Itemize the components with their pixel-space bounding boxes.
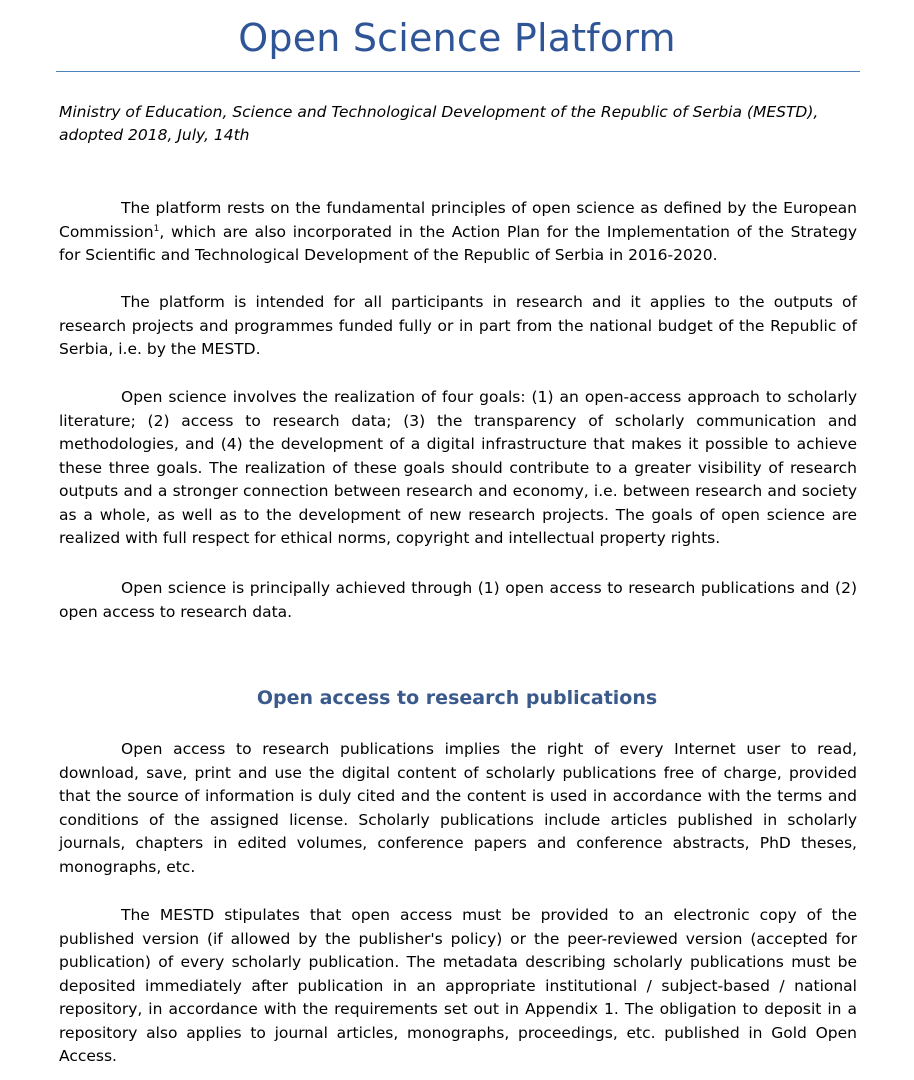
section-paragraph-1: Open access to research publications implies the right of every Internet user to read, download, save, print and use the digital content of scholarly publications free of charge, provided that the source of information is duly cited and the content is used in accordance with the terms and conditions of the assigned license. Scholarly publications include articles published in scholarly journals, chapters in edited volumes, conference papers and conference abstracts, PhD theses, monographs, etc. bbox=[59, 740, 857, 876]
intro-paragraph-1-text-end: , which are also incorporated in the Action Plan for the Implementation of the Strategy for Scientific and Technological Development of the Republic of Serbia in 2016-2020. bbox=[59, 222, 857, 264]
intro-paragraph-4: Open science is principally achieved through (1) open access to research publications and (2) open access to research data. bbox=[59, 579, 857, 621]
intro-paragraph-1 bbox=[59, 197, 857, 268]
intro-paragraph-2: The platform is intended for all participants in research and it applies to the outputs of research projects and programmes funded fully or in part from the national budget of the Republic of Serbia, i.e. by the MESTD. bbox=[59, 293, 857, 358]
document-subtitle: Ministry of Education, Science and Technological Development of the Republic of Serbia (MESTD), adopted 2018, July, 14th bbox=[59, 103, 819, 144]
title-underline-rule bbox=[56, 71, 860, 72]
intro-paragraph-3: Open science involves the realization of four goals: (1) an open-access approach to scholarly literature; (2) access to research data; (3) the transparency of scholarly communication and methodologies, and (4) the development of a digital infrastructure that makes it possible to achieve these three goals. The realization of these goals should contribute to a greater visibility of research outputs and a stronger connection between research and economy, i.e. between research and society as a whole, as well as to the development of new research projects. The goals of open science are realized with full respect for ethical norms, copyright and intellectual property rights. bbox=[59, 388, 857, 547]
footnote-marker[interactable]: 1 bbox=[153, 223, 160, 234]
document-title: Open Science Platform bbox=[238, 16, 676, 60]
section-heading: Open access to research publications bbox=[256, 687, 658, 709]
section-paragraph-2: The MESTD stipulates that open access must be provided to an electronic copy of the published version (if allowed by the publisher's policy) or the peer-reviewed version (accepted for publication) of every scholarly publication. The metadata describing scholarly publications must be deposited immediately after publication in an appropriate institutional / subject-based / national repository, in accordance with the requirements set out in Appendix 1. The obligation to deposit in a repository also applies to journal articles, monographs, proceedings, etc. published in Gold Open Access. bbox=[59, 906, 857, 1065]
intro-paragraph-1-text-start: The platform rests on the fundamental principles of open science as defined by the European Commission bbox=[59, 199, 857, 241]
